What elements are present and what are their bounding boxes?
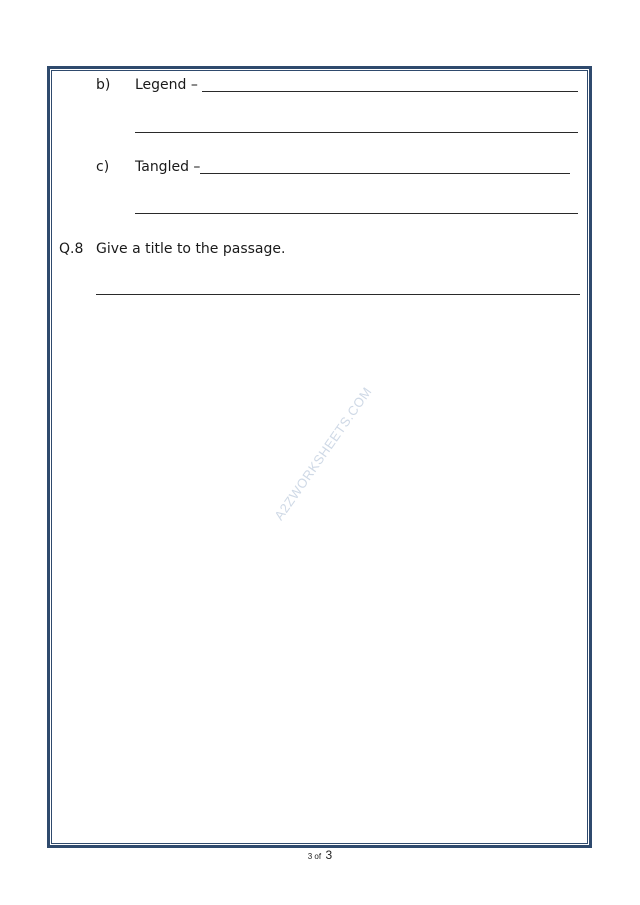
item-c-marker: c)	[96, 159, 110, 175]
watermark: A2ZWORKSHEETS.COM	[271, 384, 375, 523]
item-b-label: Legend –	[135, 77, 198, 93]
item-b-answer-line-1[interactable]	[202, 91, 578, 92]
item-c-answer-line-1[interactable]	[200, 173, 570, 174]
question-answer-line[interactable]	[96, 294, 580, 295]
item-c-label: Tangled –	[135, 159, 201, 175]
question-text: Give a title to the passage.	[96, 241, 286, 257]
item-c-answer-line-2[interactable]	[135, 213, 578, 214]
page-number	[0, 846, 640, 864]
page-number-total: 3	[325, 848, 333, 862]
page-number-prefix: 3 of	[307, 852, 322, 861]
item-b-answer-line-2[interactable]	[135, 132, 578, 133]
item-b-marker: b)	[96, 77, 111, 93]
question-number: Q.8	[59, 241, 84, 257]
